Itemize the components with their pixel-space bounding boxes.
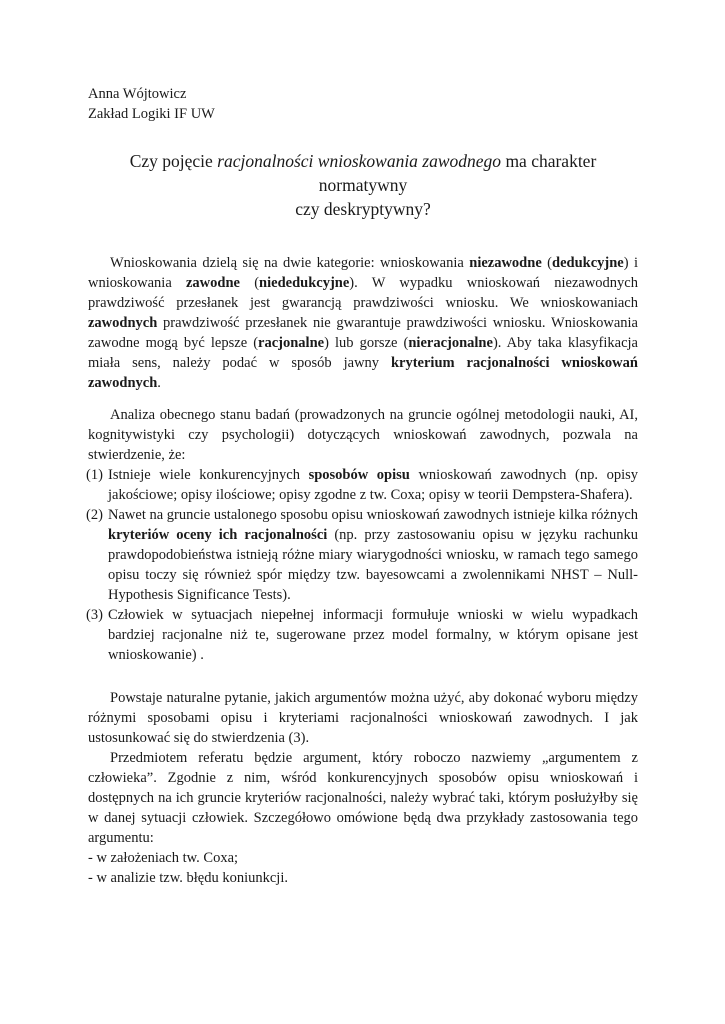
- text-run: ) lub gorsze (: [324, 335, 409, 351]
- author-affiliation: Zakład Logiki IF UW: [88, 106, 215, 122]
- list-number: (1): [86, 467, 103, 483]
- text-run: Nawet na gruncie ustalonego sposobu opisu wnioskowań zawodnych istnieje kilka różnych: [108, 507, 638, 523]
- list-item: [88, 465, 638, 505]
- paragraph-analysis: Analiza obecnego stanu badań (prowadzonych na gruncie ogólnej metodologii nauki, AI, kognitywistyki czy psychologii) dotyczących wnioskowań zawodnych, pozwala na stwierdzenie, że:: [88, 407, 638, 463]
- title-post: ma charakter normatywny: [318, 151, 597, 195]
- claims-list: [88, 465, 638, 665]
- title-line-2: czy deskryptywny?: [295, 199, 431, 219]
- title-italic-term: racjonalności wnioskowania zawodnego: [217, 151, 502, 171]
- bold-term: dedukcyjne: [552, 255, 624, 271]
- paragraph-question: Powstaje naturalne pytanie, jakich argumentów można użyć, aby dokonać wyboru między różnymi sposobami opisu i kryteriami racjonalności wnioskowań zawodnych. I jak ustosunkować się do stwierdzenia (3).: [88, 690, 638, 746]
- document-page: [88, 84, 638, 888]
- bold-term: kryterium racjonalności wnioskowań zawodnych: [88, 355, 638, 391]
- text-run: Wnioskowania dzielą się na dwie kategorie: wnioskowania: [110, 255, 470, 271]
- text-run: wnioskowań zawodnych (np. opisy jakościowe; opisy ilościowe; opisy zgodne z tw. Coxa; opisy w teorii Dempstera-Shafera).: [108, 467, 638, 503]
- list-number: (2): [86, 507, 103, 523]
- text-run: .: [157, 375, 161, 391]
- text-run: ) i wnioskowania: [88, 255, 638, 291]
- paragraph-argument: Przedmiotem referatu będzie argument, który roboczo nazwiemy „argumentem z człowieka”. Zgodnie z nim, wśród konkurencyjnych sposobów opisu wnioskowań i dostępnych na ich gruncie kryteriów racjonalności, należy wybrać taki, którym posłużyłby się w danej sytuacji człowiek. Szczegółowo omówione będą dwa przykłady zastosowania tego argumentu:: [88, 750, 638, 846]
- bold-term: zawodne: [186, 275, 240, 291]
- bold-term: sposobów opisu: [308, 467, 410, 483]
- bold-term: zawodnych: [88, 315, 158, 331]
- list-item: - w analizie tzw. błędu koniunkcji.: [88, 870, 288, 886]
- bold-term: racjonalne: [258, 335, 325, 351]
- author-block: [88, 84, 638, 124]
- paragraph-intro: [88, 253, 638, 393]
- list-item: [88, 605, 638, 665]
- text-run: ). W wypadku wnioskowań niezawodnych prawdziwość przesłanek jest gwarancją prawdziwości wniosku. We wnioskowaniach: [88, 275, 638, 311]
- text-run: prawdziwość przesłanek nie gwarantuje prawdziwości wniosku. Wnioskowania zawodne mogą być lepsze (: [88, 315, 638, 351]
- bold-term: niezawodne: [469, 255, 542, 271]
- text-run: (np. przy zastosowaniu opisu w języku rachunku prawdopodobieństwa istnieją różne miary wiarygodności wniosku, w ramach tego samego opisu toczy się również spór między tzw. bayesowcami a zwolennikami NHST – Null-Hypothesis Significance Tests).: [108, 527, 638, 603]
- bold-term: nieracjonalne: [408, 335, 493, 351]
- text-run: Istnieje wiele konkurencyjnych: [108, 467, 309, 483]
- text-run: ). Aby taka klasyfikacja miała sens, należy podać w sposób jawny: [88, 335, 638, 371]
- title-pre: Czy pojęcie: [129, 151, 218, 171]
- list-item: [88, 505, 638, 605]
- bold-term: kryteriów oceny ich racjonalności: [108, 527, 328, 543]
- bold-term: niededukcyjne: [259, 275, 350, 291]
- text-run: (: [239, 275, 260, 291]
- author-name: Anna Wójtowicz: [88, 86, 187, 102]
- list-number: (3): [86, 607, 103, 623]
- text-run: Człowiek w sytuacjach niepełnej informacji formułuje wnioski w wielu wypadkach bardziej racjonalne niż te, sugerowane przez model formalny, w którym opisane jest wnioskowanie) .: [108, 607, 638, 663]
- examples-list: [88, 848, 638, 888]
- title-line-1: [88, 149, 638, 197]
- document-title: [88, 149, 638, 221]
- list-item: - w założeniach tw. Coxa;: [88, 850, 239, 866]
- text-run: (: [541, 255, 552, 271]
